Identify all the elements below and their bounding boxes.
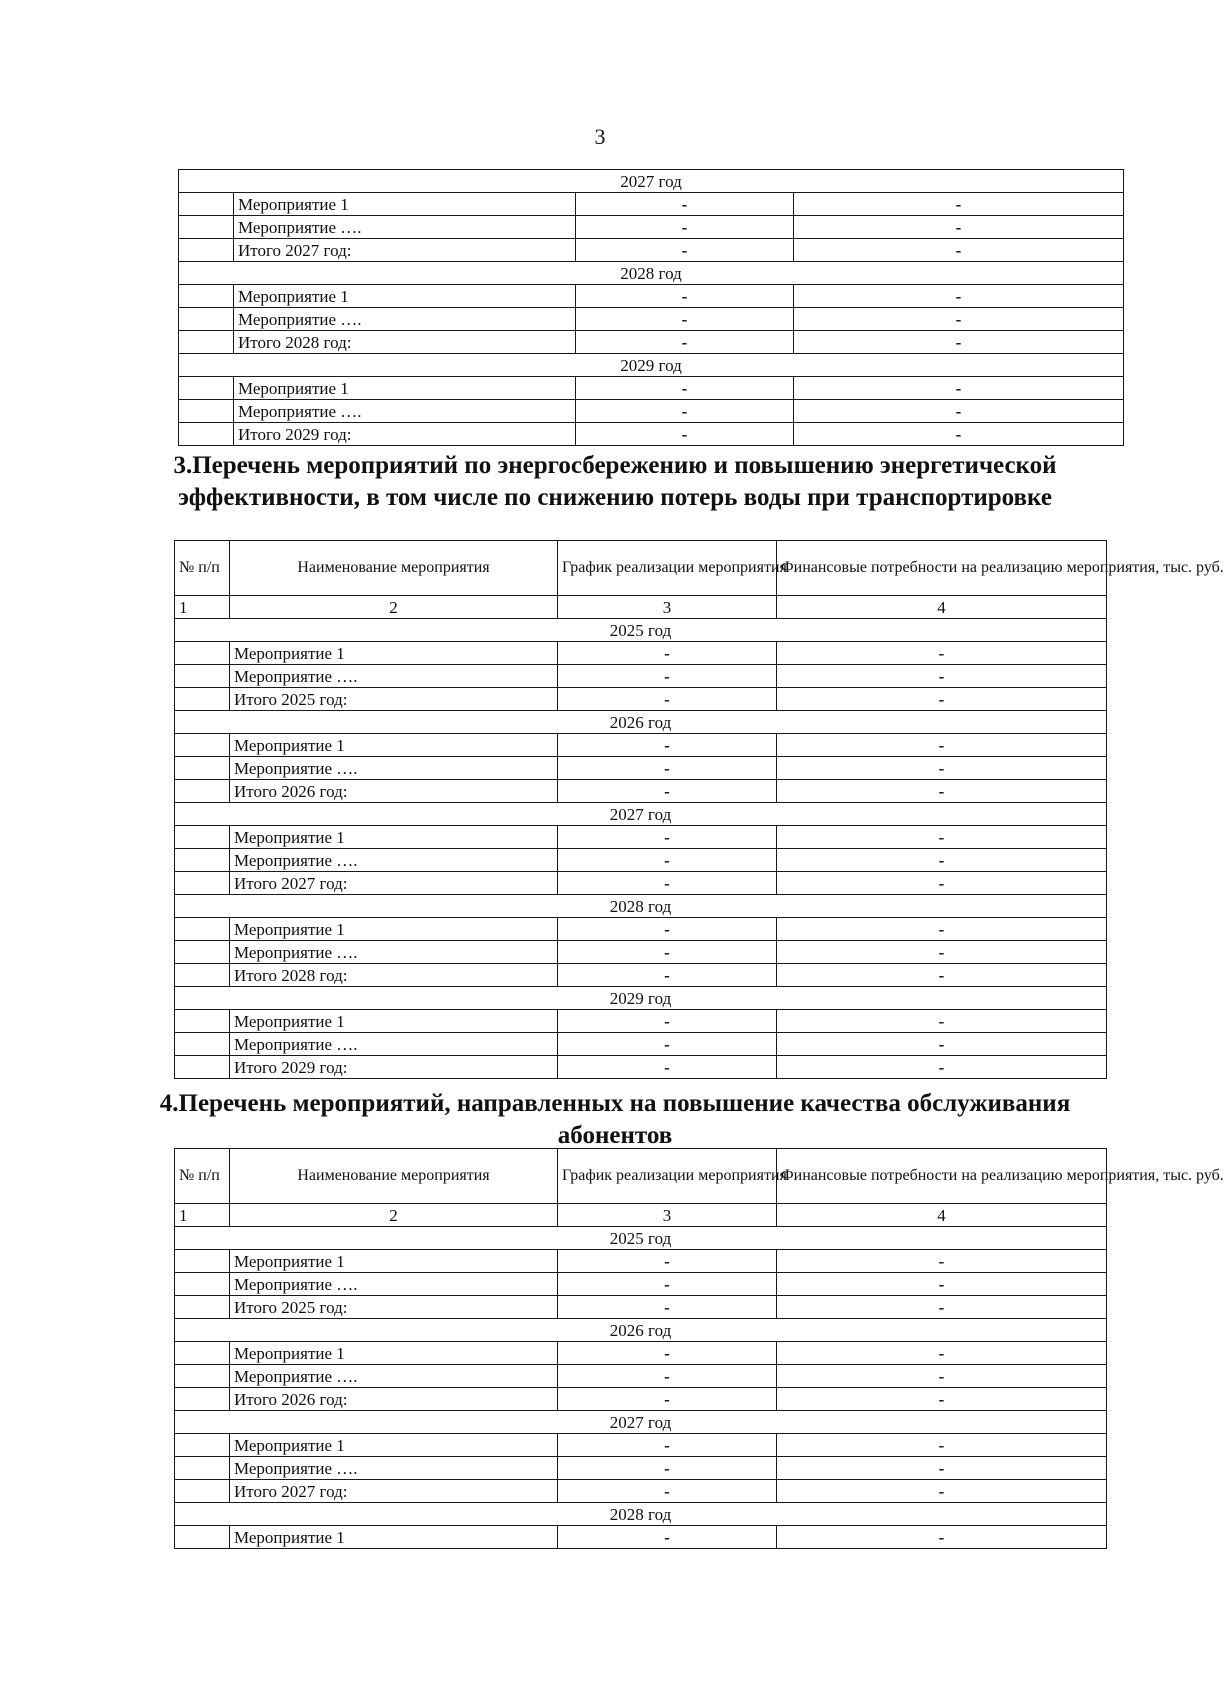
year-label: 2025 год [175,1227,1107,1250]
num-cell [179,400,234,423]
year-row [175,1503,1107,1526]
year-row [179,262,1124,285]
num-cell [175,757,230,780]
activity-name: Мероприятие 1 [230,1434,558,1457]
finance-cell: - [777,941,1107,964]
table-row [179,377,1124,400]
schedule-cell: - [558,1273,777,1296]
year-row [175,1227,1107,1250]
column-index-cell: 2 [230,596,558,619]
column-index-row [175,596,1107,619]
activity-name: Итого 2027 год: [234,239,576,262]
table-row [175,918,1107,941]
finance-cell: - [777,757,1107,780]
table-row [175,1273,1107,1296]
year-label: 2029 год [179,354,1124,377]
schedule-cell: - [558,918,777,941]
year-row [175,803,1107,826]
schedule-cell: - [558,688,777,711]
num-cell [175,1056,230,1079]
schedule-cell: - [576,193,794,216]
activity-name: Мероприятие …. [234,308,576,331]
header-finance: Финансовые потребности на реализацию мероприятия, тыс. руб. [777,1149,1107,1204]
schedule-cell: - [558,1250,777,1273]
table-row [175,849,1107,872]
table-row [175,1388,1107,1411]
finance-cell: - [777,642,1107,665]
num-cell [175,1365,230,1388]
num-cell [175,1342,230,1365]
header-row [175,541,1107,596]
num-cell [175,918,230,941]
num-cell [175,826,230,849]
activity-name: Мероприятие 1 [234,193,576,216]
schedule-cell: - [576,377,794,400]
schedule-cell: - [558,941,777,964]
year-label: 2028 год [175,895,1107,918]
schedule-cell: - [558,1033,777,1056]
activity-name: Итого 2028 год: [230,964,558,987]
num-cell [179,331,234,354]
table-row [179,239,1124,262]
num-cell [179,239,234,262]
activity-name: Итого 2027 год: [230,1480,558,1503]
num-cell [175,1273,230,1296]
finance-cell: - [777,1296,1107,1319]
table-row [179,285,1124,308]
activity-name: Мероприятие …. [230,1457,558,1480]
num-cell [175,872,230,895]
activity-name: Мероприятие 1 [230,642,558,665]
num-cell [175,964,230,987]
activity-name: Итого 2025 год: [230,1296,558,1319]
finance-cell: - [794,239,1124,262]
table-row [175,1365,1107,1388]
table-row [175,734,1107,757]
num-cell [175,688,230,711]
num-cell [179,308,234,331]
column-index-cell: 3 [558,1204,777,1227]
schedule-cell: - [576,216,794,239]
schedule-cell: - [558,872,777,895]
schedule-cell: - [558,1056,777,1079]
schedule-cell: - [558,642,777,665]
header-name: Наименование мероприятия [230,1149,558,1204]
year-row [175,619,1107,642]
schedule-cell: - [558,826,777,849]
year-label: 2027 год [175,803,1107,826]
activity-name: Мероприятие 1 [230,734,558,757]
year-row [175,987,1107,1010]
finance-cell: - [777,1365,1107,1388]
section-4-table [174,1148,1224,1549]
schedule-cell: - [558,665,777,688]
num-cell [175,1010,230,1033]
activity-name: Мероприятие …. [230,1273,558,1296]
table-row [179,400,1124,423]
finance-cell: - [777,1273,1107,1296]
table-row [175,872,1107,895]
num-cell [175,665,230,688]
table-row [175,1296,1107,1319]
table-row [175,826,1107,849]
year-row [175,895,1107,918]
page-number: 3 [594,124,606,149]
table-row [175,1434,1107,1457]
header-row [175,1149,1107,1204]
finance-cell: - [794,400,1124,423]
finance-cell: - [777,1434,1107,1457]
schedule-cell: - [558,849,777,872]
schedule-cell: - [576,331,794,354]
year-label: 2025 год [175,619,1107,642]
activity-name: Мероприятие 1 [230,1250,558,1273]
finance-cell: - [777,1250,1107,1273]
num-cell [175,780,230,803]
schedule-cell: - [558,1434,777,1457]
activity-name: Мероприятие 1 [234,377,576,400]
schedule-cell: - [558,1365,777,1388]
table-row [175,780,1107,803]
table-row [175,1526,1107,1549]
table-row [175,941,1107,964]
finance-cell: - [777,688,1107,711]
activity-name: Мероприятие 1 [230,826,558,849]
schedule-cell: - [558,1342,777,1365]
year-label: 2029 год [175,987,1107,1010]
column-index-cell: 1 [175,596,230,619]
year-row [175,1411,1107,1434]
activity-name: Мероприятие …. [230,1365,558,1388]
section-4-title: 4.Перечень мероприятий, направленных на повышение качества обслуживания абонентов [159,1090,1071,1149]
num-cell [175,1250,230,1273]
finance-cell: - [777,665,1107,688]
finance-cell: - [777,1342,1107,1365]
activity-name: Мероприятие …. [234,400,576,423]
finance-cell: - [794,216,1124,239]
activity-name: Мероприятие …. [230,1033,558,1056]
table-row [179,216,1124,239]
activity-name: Итого 2028 год: [234,331,576,354]
num-cell [175,849,230,872]
num-cell [179,193,234,216]
header-num: № п/п [175,1149,230,1204]
section-3-table [174,540,1224,1079]
section-3-table-body [175,541,1224,1079]
header-finance: Финансовые потребности на реализацию мероприятия, тыс. руб. [777,541,1107,596]
column-index-row [175,1204,1107,1227]
finance-cell: - [777,964,1107,987]
activity-name: Итого 2027 год: [230,872,558,895]
header-num: № п/п [175,541,230,596]
table-row [175,1342,1107,1365]
table-row [175,964,1107,987]
year-row [175,711,1107,734]
num-cell [175,1296,230,1319]
finance-cell: - [777,872,1107,895]
num-cell [179,423,234,446]
num-cell [175,1033,230,1056]
num-cell [175,1480,230,1503]
activity-name: Итого 2025 год: [230,688,558,711]
finance-cell: - [777,1033,1107,1056]
table-row [179,331,1124,354]
finance-cell: - [777,734,1107,757]
column-index-cell: 4 [777,596,1107,619]
year-label: 2028 год [175,1503,1107,1526]
year-label: 2026 год [175,711,1107,734]
year-row [175,1319,1107,1342]
finance-cell: - [794,285,1124,308]
schedule-cell: - [558,1388,777,1411]
header-schedule: График реализации мероприятия [558,541,777,596]
num-cell [175,941,230,964]
header-name: Наименование мероприятия [230,541,558,596]
table-row [175,1033,1107,1056]
schedule-cell: - [576,285,794,308]
column-index-cell: 3 [558,596,777,619]
finance-cell: - [794,423,1124,446]
activity-name: Итого 2026 год: [230,780,558,803]
num-cell [175,734,230,757]
activity-name: Мероприятие 1 [230,1342,558,1365]
activity-name: Итого 2029 год: [230,1056,558,1079]
num-cell [175,1434,230,1457]
section-4-table-body [175,1149,1224,1549]
schedule-cell: - [576,239,794,262]
schedule-cell: - [558,1480,777,1503]
schedule-cell: - [558,1296,777,1319]
finance-cell: - [777,1457,1107,1480]
activity-name: Мероприятие …. [234,216,576,239]
year-row [179,170,1124,193]
schedule-cell: - [576,308,794,331]
schedule-cell: - [558,734,777,757]
column-index-cell: 4 [777,1204,1107,1227]
num-cell [179,285,234,308]
schedule-cell: - [558,1526,777,1549]
num-cell [175,642,230,665]
schedule-cell: - [558,1457,777,1480]
year-label: 2027 год [179,170,1124,193]
finance-cell: - [777,1526,1107,1549]
table-continued-body [179,170,1124,446]
table-row [175,1480,1107,1503]
num-cell [175,1526,230,1549]
num-cell [179,216,234,239]
schedule-cell: - [558,757,777,780]
finance-cell: - [794,331,1124,354]
num-cell [175,1388,230,1411]
table-row [175,757,1107,780]
activity-name: Мероприятие …. [230,849,558,872]
activity-name: Мероприятие 1 [234,285,576,308]
num-cell [175,1457,230,1480]
section-3-title: 3.Перечень мероприятий по энергосбережению и повышению энергетической эффективности, в том числе по снижению потерь воды при транспортировке [173,452,1057,511]
table-row [179,193,1124,216]
schedule-cell: - [576,400,794,423]
activity-name: Итого 2029 год: [234,423,576,446]
header-schedule: График реализации мероприятия [558,1149,777,1204]
year-row [179,354,1124,377]
column-index-cell: 1 [175,1204,230,1227]
num-cell [179,377,234,400]
schedule-cell: - [576,423,794,446]
finance-cell: - [777,1388,1107,1411]
finance-cell: - [777,1056,1107,1079]
activity-name: Итого 2026 год: [230,1388,558,1411]
finance-cell: - [777,918,1107,941]
year-label: 2028 год [179,262,1124,285]
table-row [175,1250,1107,1273]
finance-cell: - [794,193,1124,216]
finance-cell: - [777,826,1107,849]
table-row [179,423,1124,446]
table-continued [178,169,1124,446]
finance-cell: - [777,1010,1107,1033]
activity-name: Мероприятие …. [230,757,558,780]
table-row [175,1457,1107,1480]
activity-name: Мероприятие …. [230,941,558,964]
schedule-cell: - [558,780,777,803]
schedule-cell: - [558,1010,777,1033]
table-row [175,642,1107,665]
schedule-cell: - [558,964,777,987]
finance-cell: - [794,377,1124,400]
column-index-cell: 2 [230,1204,558,1227]
table-row [175,1010,1107,1033]
table-row [175,688,1107,711]
finance-cell: - [777,1480,1107,1503]
activity-name: Мероприятие …. [230,665,558,688]
table-row [175,1056,1107,1079]
year-label: 2026 год [175,1319,1107,1342]
activity-name: Мероприятие 1 [230,918,558,941]
activity-name: Мероприятие 1 [230,1526,558,1549]
table-row [179,308,1124,331]
finance-cell: - [777,780,1107,803]
year-label: 2027 год [175,1411,1107,1434]
table-row [175,665,1107,688]
finance-cell: - [794,308,1124,331]
activity-name: Мероприятие 1 [230,1010,558,1033]
finance-cell: - [777,849,1107,872]
